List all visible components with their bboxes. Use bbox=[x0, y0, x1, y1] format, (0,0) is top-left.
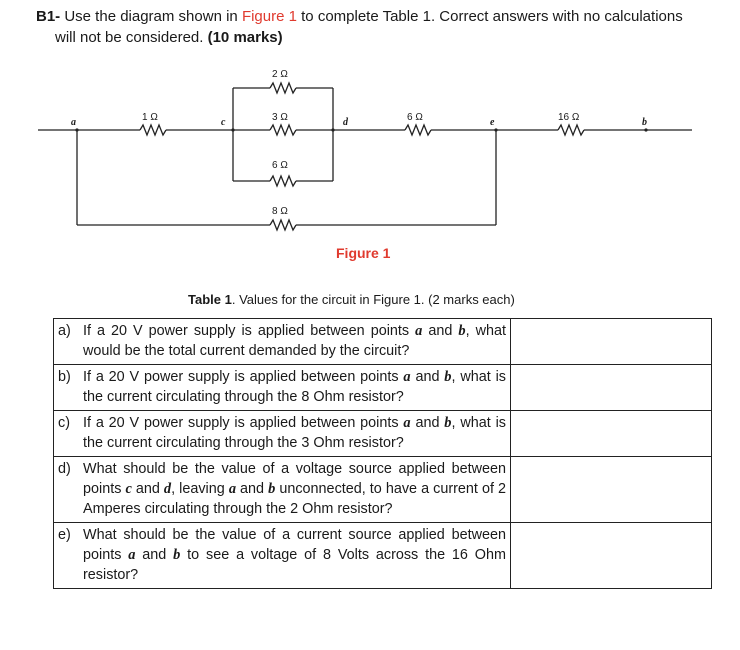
question-text-part: and bbox=[410, 369, 445, 385]
question-letter: e) bbox=[58, 527, 71, 543]
resistor-label-6ohm-parallel: 6 Ω bbox=[272, 160, 288, 171]
question-text-part: , leaving bbox=[171, 481, 229, 497]
question-letter: c) bbox=[58, 415, 70, 431]
resistor-label-16ohm: 16 Ω bbox=[558, 112, 580, 123]
node-label-e: e bbox=[490, 117, 495, 128]
question-text-part: to see a voltage of 8 Volts across the 16 Ohm resistor? bbox=[83, 547, 506, 583]
figure-caption: Figure 1 bbox=[336, 245, 391, 261]
question-text bbox=[83, 413, 506, 453]
question-text bbox=[83, 459, 506, 519]
question-text bbox=[83, 367, 506, 407]
table-caption bbox=[188, 292, 515, 307]
question-text-part: and bbox=[236, 481, 269, 497]
answer-cell[interactable] bbox=[510, 365, 711, 411]
point-variable: a bbox=[128, 547, 136, 563]
point-variable: d bbox=[163, 481, 172, 497]
answer-cell[interactable] bbox=[510, 457, 711, 523]
table-row bbox=[54, 411, 712, 457]
answer-cell[interactable] bbox=[510, 523, 711, 589]
question-cell bbox=[54, 457, 511, 523]
figure-reference: Figure 1 bbox=[241, 8, 297, 25]
resistor-label-6ohm-series: 6 Ω bbox=[407, 112, 423, 123]
question-text-part: and bbox=[135, 547, 174, 563]
answer-cell[interactable] bbox=[510, 319, 711, 365]
question-cell bbox=[54, 411, 511, 457]
question-text-part: If a 20 V power supply is applied between points bbox=[83, 369, 404, 385]
question-letter: d) bbox=[58, 461, 71, 477]
point-variable: b bbox=[444, 369, 452, 385]
question-text-2: to complete Table 1. Correct answers with no calculations bbox=[296, 8, 683, 25]
question-cell bbox=[54, 319, 511, 365]
question-text-part: , what would be the total current demanded by the circuit? bbox=[83, 323, 506, 359]
question-text-1: Use the diagram shown in bbox=[60, 8, 242, 25]
table-row bbox=[54, 457, 712, 523]
question-cell bbox=[54, 365, 511, 411]
question-text-part: and bbox=[410, 415, 445, 431]
resistor-label-8ohm: 8 Ω bbox=[272, 206, 288, 217]
point-variable: a bbox=[415, 323, 423, 339]
node-label-c: c bbox=[221, 117, 226, 128]
question-text-part: and bbox=[131, 481, 164, 497]
point-variable: a bbox=[403, 369, 411, 385]
question-text-part: If a 20 V power supply is applied between points bbox=[83, 323, 416, 339]
resistor-label-3ohm: 3 Ω bbox=[272, 112, 288, 123]
table-row bbox=[54, 365, 712, 411]
answer-cell[interactable] bbox=[510, 411, 711, 457]
answers-table bbox=[53, 318, 712, 589]
point-variable: a bbox=[403, 415, 411, 431]
question-letter: a) bbox=[58, 323, 71, 339]
point-variable: b bbox=[173, 547, 181, 563]
question-text-part: What should be the value of a voltage source applied between points bbox=[83, 461, 506, 497]
point-variable: b bbox=[444, 415, 452, 431]
table-caption-text: . Values for the circuit in Figure 1. (2 marks each) bbox=[231, 292, 515, 307]
resistor-label-2ohm: 2 Ω bbox=[272, 69, 288, 80]
question-text-part: , what is the current circulating through the 3 Ohm resistor? bbox=[83, 415, 506, 451]
node-label-a: a bbox=[71, 117, 76, 128]
point-variable: a bbox=[228, 481, 237, 497]
question-number: B1- bbox=[36, 8, 61, 25]
table-row bbox=[54, 523, 712, 589]
question-marks: (10 marks) bbox=[207, 29, 283, 46]
question-letter: b) bbox=[58, 369, 71, 385]
point-variable: c bbox=[125, 481, 132, 497]
question-cell bbox=[54, 523, 511, 589]
question-text-part: , what is the current circulating through the 8 Ohm resistor? bbox=[83, 369, 506, 405]
table-caption-label: Table 1 bbox=[188, 292, 232, 307]
node-label-b: b bbox=[642, 117, 647, 128]
point-variable: b bbox=[458, 323, 466, 339]
question-text bbox=[83, 321, 506, 361]
circuit-diagram bbox=[0, 0, 740, 250]
question-text-3: will not be considered. bbox=[55, 29, 208, 46]
question-text-part: unconnected, to have a current of 2 Amperes circulating through the 2 Ohm resistor? bbox=[83, 481, 506, 517]
question-text-part: What should be the value of a current source applied between points bbox=[83, 527, 506, 563]
point-variable: b bbox=[268, 481, 276, 497]
question-text-part: If a 20 V power supply is applied between points bbox=[83, 415, 404, 431]
question-text-part: and bbox=[422, 323, 459, 339]
table-row bbox=[54, 319, 712, 365]
resistor-label-1ohm: 1 Ω bbox=[142, 112, 158, 123]
node-label-d: d bbox=[343, 117, 348, 128]
question-text bbox=[83, 525, 506, 585]
